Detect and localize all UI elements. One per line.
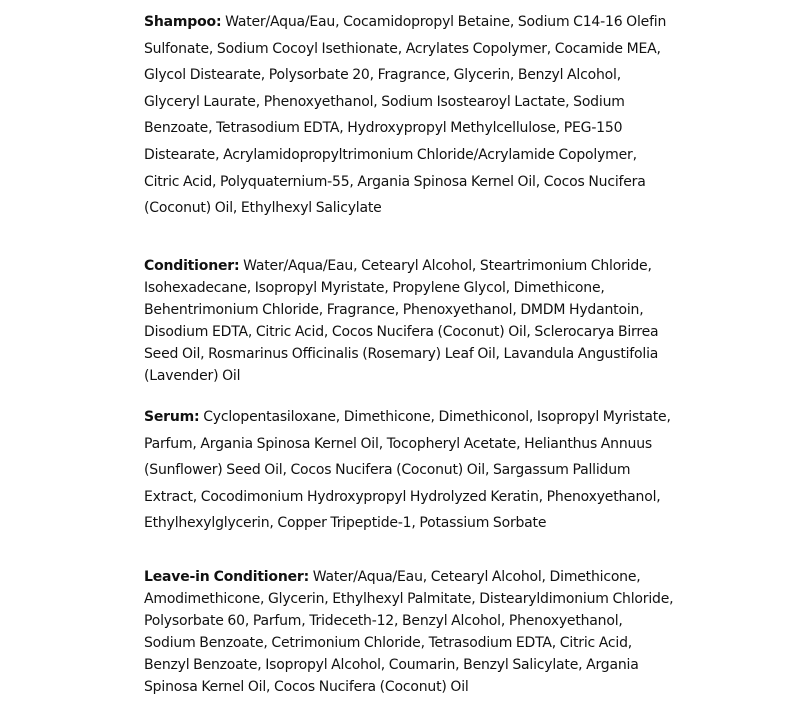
serum-paragraph	[144, 404, 674, 537]
serum-label: Serum:	[144, 409, 200, 425]
serum-text: Cyclopentasiloxane, Dimethicone, Dimethiconol, Isopropyl Myristate, Parfum, Argania Spinosa Kernel Oil, Tocopheryl Acetate, Helianthus Annuus (Sunflower) Seed Oil, Cocos Nucifera (Coconut) Oil, Sargassum Pallidum Extract, Cocodimonium Hydroxypropyl Hydrolyzed Keratin, Phenoxyethanol, Ethylhexylglycerin, Copper Tripeptide-1, Potassium Sorbate	[144, 409, 671, 532]
conditioner-text: Water/Aqua/Eau, Cetearyl Alcohol, Steartrimonium Chloride, Isohexadecane, Isopropyl Myristate, Propylene Glycol, Dimethicone, Behentrimonium Chloride, Fragrance, Phenoxyethanol, DMDM Hydantoin, Disodium EDTA, Citric Acid, Cocos Nucifera (Coconut) Oil, Sclerocarya Birrea Seed Oil, Rosmarinus Officinalis (Rosemary) Leaf Oil, Lavandula Angustifolia (Lavender) Oil	[144, 258, 659, 384]
conditioner-label: Conditioner:	[144, 258, 240, 274]
leave-in-conditioner-label: Leave-in Conditioner:	[144, 569, 309, 585]
shampoo-label: Shampoo:	[144, 14, 222, 30]
conditioner-paragraph	[144, 256, 674, 387]
shampoo-paragraph	[144, 9, 674, 222]
leave-in-conditioner-ingredients	[144, 567, 674, 698]
serum-ingredients	[144, 404, 674, 537]
shampoo-ingredients	[144, 9, 674, 222]
leave-in-conditioner-text: Water/Aqua/Eau, Cetearyl Alcohol, Dimethicone, Amodimethicone, Glycerin, Ethylhexyl Palmitate, Distearyldimonium Chloride, Polysorbate 60, Parfum, Trideceth-12, Benzyl Alcohol, Phenoxyethanol, Sodium Benzoate, Cetrimonium Chloride, Tetrasodium EDTA, Citric Acid, Benzyl Benzoate, Isopropyl Alcohol, Coumarin, Benzyl Salicylate, Argania Spinosa Kernel Oil, Cocos Nucifera (Coconut) Oil	[144, 569, 674, 695]
conditioner-ingredients	[144, 256, 674, 387]
leave-in-conditioner-paragraph	[144, 567, 674, 698]
shampoo-text: Water/Aqua/Eau, Cocamidopropyl Betaine, Sodium C14-16 Olefin Sulfonate, Sodium Cocoyl Isethionate, Acrylates Copolymer, Cocamide MEA, Glycol Distearate, Polysorbate 20, Fragrance, Glycerin, Benzyl Alcohol, Glyceryl Laurate, Phenoxyethanol, Sodium Isostearoyl Lactate, Sodium Benzoate, Tetrasodium EDTA, Hydroxypropyl Methylcellulose, PEG-150 Distearate, Acrylamidopropyltrimonium Chloride/Acrylamide Copolymer, Citric Acid, Polyquaternium-55, Argania Spinosa Kernel Oil, Cocos Nucifera (Coconut) Oil, Ethylhexyl Salicylate	[144, 14, 667, 217]
